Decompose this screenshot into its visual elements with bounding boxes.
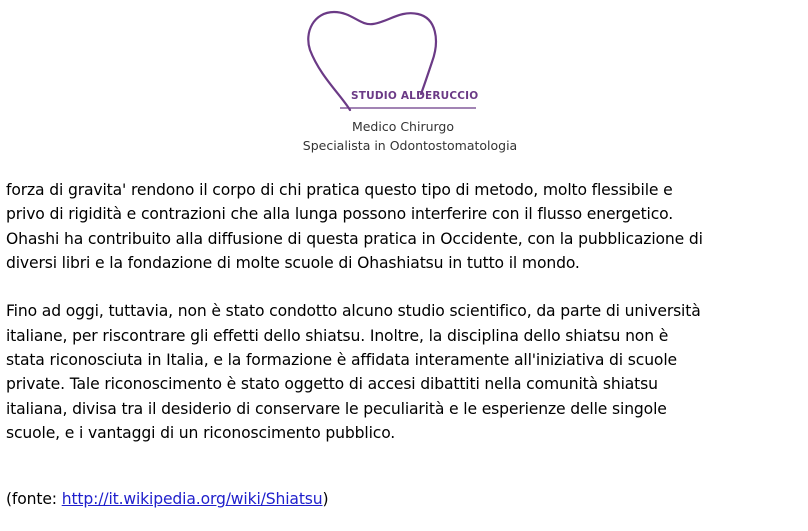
article-body xyxy=(6,178,806,445)
paragraph-line: italiane, per riscontrare gli effetti dello shiatsu. Inoltre, la disciplina dello shiatsu non è xyxy=(6,326,669,345)
article-paragraph-1 xyxy=(6,178,806,275)
paragraph-line: stata riconosciuta in Italia, e la formazione è affidata interamente all'iniziativa di scuole xyxy=(6,351,677,370)
paragraph-line: privo di rigidità e contrazioni che alla lunga possono interferire con il flusso energetico. xyxy=(6,205,674,224)
paragraph-spacer xyxy=(6,275,806,299)
paragraph-line: Ohashi ha contribuito alla diffusione di questa pratica in Occidente, con la pubblicazione di xyxy=(6,229,703,248)
paragraph-line: diversi libri e la fondazione di molte scuole di Ohashiatsu in tutto il mondo. xyxy=(6,253,580,272)
paragraph-line: italiana, divisa tra il desiderio di conservare le peculiarità e le esperienze delle singole xyxy=(6,399,667,418)
wikipedia-source-link[interactable]: http://it.wikipedia.org/wiki/Shiatsu xyxy=(61,490,323,508)
paragraph-line: scuole, e i vantaggi di un riconoscimento pubblico. xyxy=(6,423,396,442)
paragraph-line: private. Tale riconoscimento è stato oggetto di accesi dibattiti nella comunità shiatsu xyxy=(6,375,658,394)
studio-logo-text: STUDIO ALDERUCCIO xyxy=(351,90,479,102)
doctor-title: Medico Chirurgo xyxy=(351,119,455,134)
source-citation xyxy=(6,487,328,511)
source-prefix: (fonte: xyxy=(6,490,62,508)
paragraph-line: forza di gravita' rendono il corpo di chi pratica questo tipo di metodo, molto flessibile e xyxy=(6,181,673,199)
page-header xyxy=(0,0,808,160)
paragraph-line: Fino ad oggi, tuttavia, non è stato condotto alcuno studio scientifico, da parte di università xyxy=(6,302,701,321)
source-suffix: ) xyxy=(322,490,329,508)
article-paragraph-2 xyxy=(6,299,806,445)
doctor-specialty: Specialista in Odontostomatologia xyxy=(302,138,518,153)
